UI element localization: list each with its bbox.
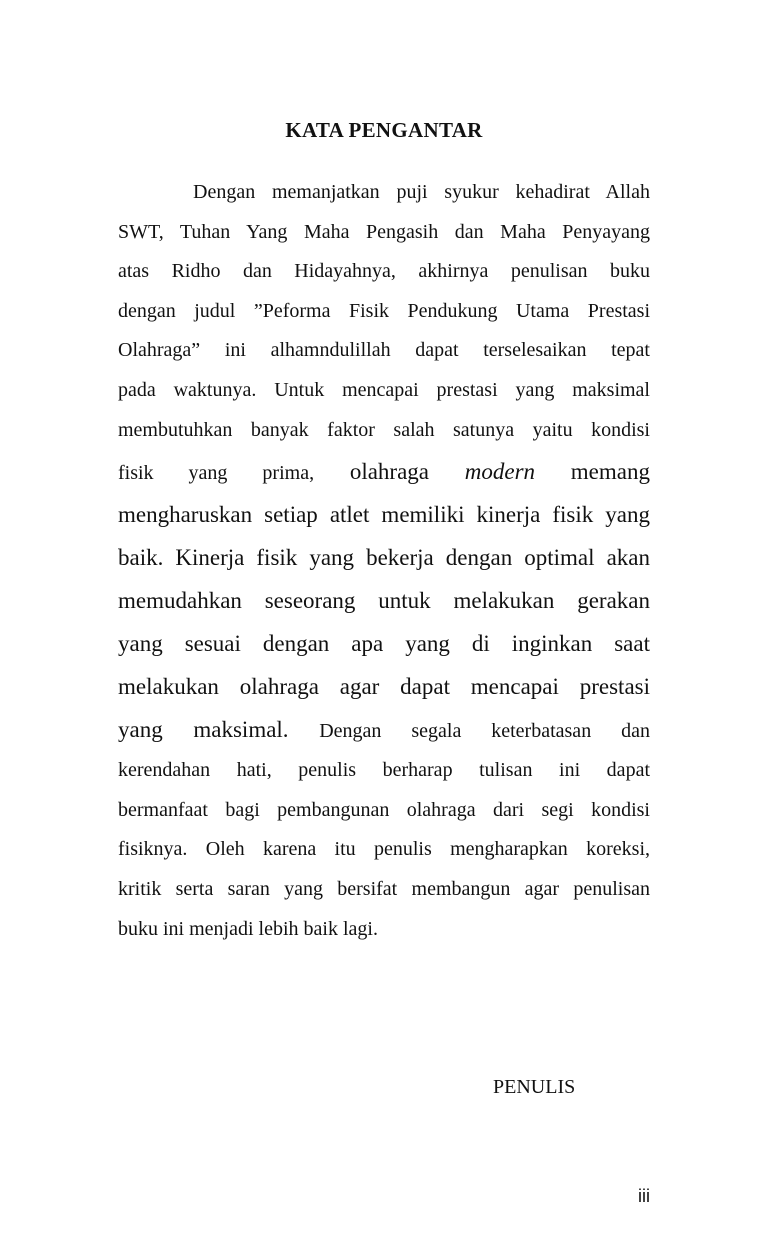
paragraph-line-1: Dengan memanjatkan puji syukur kehadirat Allah bbox=[193, 181, 650, 203]
line8-italic-word: modern bbox=[464, 459, 536, 485]
line8-text-c: memang bbox=[570, 459, 650, 485]
paragraph-line-8 bbox=[118, 450, 650, 493]
line8-text-a: fisik yang prima, bbox=[118, 462, 315, 485]
paragraph-line-13: melakukan olahraga agar dapat mencapai prestasi bbox=[118, 674, 650, 700]
paragraph-line-17: fisiknya. Oleh karena itu penulis mengharapkan koreksi, bbox=[118, 838, 650, 861]
author-signature: PENULIS bbox=[493, 1076, 576, 1098]
paragraph-line-11: memudahkan seseorang untuk melakukan gerakan bbox=[118, 588, 650, 614]
line14-text-b: Dengan segala keterbatasan dan bbox=[319, 720, 650, 743]
page-number: iii bbox=[638, 1186, 650, 1206]
page-title: KATA PENGANTAR bbox=[285, 118, 483, 142]
paragraph-line-19: buku ini menjadi lebih baik lagi. bbox=[118, 917, 378, 940]
paragraph-line-5: Olahraga” ini alhamndulillah dapat terselesaikan tepat bbox=[118, 339, 650, 362]
line8-text-b: olahraga bbox=[349, 459, 430, 485]
paragraph-line-14 bbox=[118, 708, 650, 751]
paragraph-line-4: dengan judul ”Peforma Fisik Pendukung Utama Prestasi bbox=[118, 299, 650, 322]
foreword-body bbox=[118, 173, 650, 949]
paragraph-line-18: kritik serta saran yang bersifat membangun agar penulisan bbox=[118, 877, 650, 900]
line14-text-a: yang maksimal. bbox=[118, 717, 289, 743]
paragraph-line-15: kerendahan hati, penulis berharap tulisan ini dapat bbox=[118, 759, 650, 782]
paragraph-line-9: mengharuskan setiap atlet memiliki kinerja fisik yang bbox=[118, 502, 650, 528]
paragraph-line-3: atas Ridho dan Hidayahnya, akhirnya penulisan buku bbox=[118, 260, 650, 283]
paragraph-line-2: SWT, Tuhan Yang Maha Pengasih dan Maha Penyayang bbox=[118, 220, 650, 243]
paragraph-line-7: membutuhkan banyak faktor salah satunya yaitu kondisi bbox=[118, 418, 650, 441]
paragraph-line-6: pada waktunya. Untuk mencapai prestasi yang maksimal bbox=[118, 378, 650, 401]
paragraph-line-10: baik. Kinerja fisik yang bekerja dengan optimal akan bbox=[118, 545, 650, 571]
paragraph-line-12: yang sesuai dengan apa yang di inginkan saat bbox=[118, 631, 650, 657]
paragraph-line-16: bermanfaat bagi pembangunan olahraga dari segi kondisi bbox=[118, 798, 650, 821]
